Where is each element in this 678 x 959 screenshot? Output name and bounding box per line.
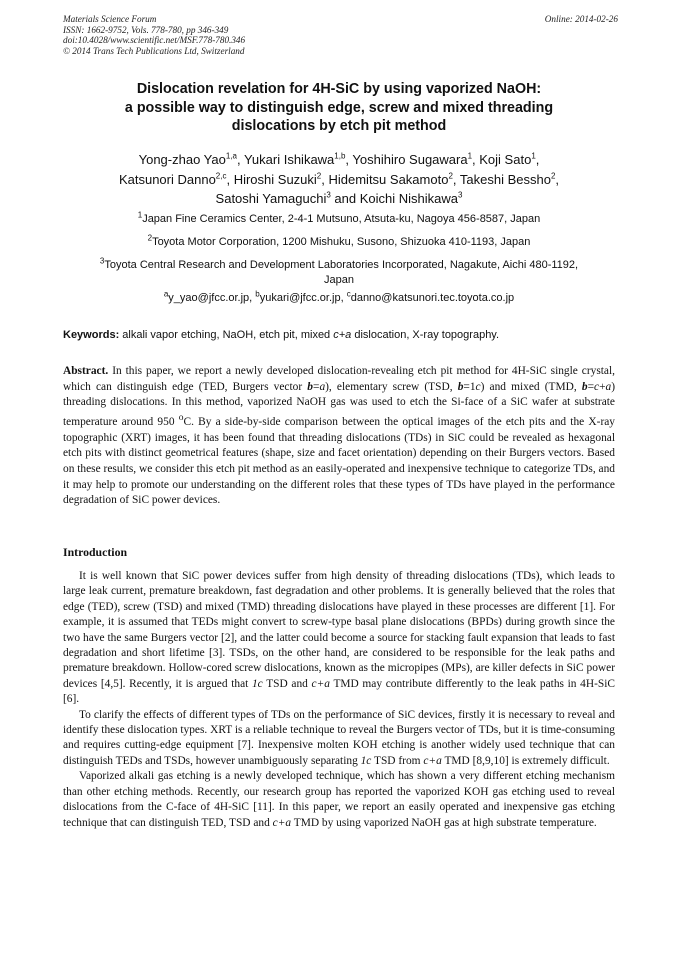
paragraph-text: Vaporized alkali gas etching is a newly developed technique, which has shown a very different etching mechanism than other etching methods. Recently, our research group has reported the vaporized KOH gas etching used to reveal dislocations from the C-face of 4H-SiC [11]. In this paper, we report an easily operated and inexpensive gas etching technique that can distinguish TED, TSD and bbox=[63, 770, 615, 829]
abstract-text: ) and mixed (TMD, bbox=[480, 380, 582, 393]
abstract-italic: c bbox=[594, 380, 600, 393]
affiliation-text: Toyota Motor Corporation, 1200 Mishuku, Susono, Shizuoka 410-1193, Japan bbox=[152, 236, 531, 248]
author-list bbox=[63, 150, 615, 209]
author-name: Yong-zhao Yao bbox=[138, 152, 226, 167]
author-affiliation-mark: 2 bbox=[448, 171, 453, 181]
paragraph bbox=[63, 708, 615, 770]
author-name: Hidemitsu Sakamoto bbox=[328, 171, 449, 187]
journal-header bbox=[63, 14, 618, 56]
email-mark: a bbox=[163, 289, 169, 299]
abstract-text: C. By a side-by-side comparison between the optical images of the etch pits and the X-ray topographic (XRT) images, it has been found that threading dislocations (TDs) in SiC could be revealed as hexagonal etch pits with distinct geometrical features (shape, size and facet orientation) depending on their Burgers vectors. Based on these results, we consider this etch pit method as an easily-operated and inexpensive technique to categorize TDs, and it may help to promote our understanding on the different roles that these types of TDs have played in the performance degradation of SiC power devices. bbox=[63, 415, 615, 507]
email-link[interactable]: yukari@jfcc.or.jp, bbox=[259, 292, 347, 304]
paragraph-italic: c+a bbox=[311, 677, 330, 690]
journal-issn: ISSN: 1662-9752, Vols. 778-780, pp 346-349 bbox=[63, 24, 229, 35]
paper-title bbox=[63, 80, 615, 136]
keywords bbox=[63, 328, 615, 342]
author-separator: , bbox=[555, 171, 560, 187]
paragraph-text: TSD from bbox=[371, 754, 424, 767]
abstract bbox=[63, 364, 615, 509]
abstract-italic: a bbox=[319, 380, 326, 393]
affiliation-3 bbox=[63, 258, 615, 287]
burgers-vector-symbol: b bbox=[307, 380, 313, 393]
email-link[interactable]: danno@katsunori.tec.toyota.co.jp bbox=[350, 292, 515, 304]
author-name: Katsunori Danno bbox=[118, 171, 216, 187]
author-affiliation-mark: 2 bbox=[316, 171, 322, 181]
author-separator: , bbox=[345, 152, 353, 167]
author-affiliation-mark: 3 bbox=[326, 190, 331, 200]
author-name: Takeshi Bessho bbox=[459, 171, 551, 187]
author-name: Satoshi Yamaguchi bbox=[215, 191, 327, 206]
author-line-2 bbox=[63, 170, 615, 190]
title-line-2: a possible way to distinguish edge, screw and mixed threading bbox=[124, 99, 554, 116]
author-separator: , bbox=[321, 171, 329, 187]
email-mark: b bbox=[255, 289, 260, 299]
author-affiliation-mark: 1,a bbox=[225, 151, 237, 161]
abstract-text: =1 bbox=[463, 380, 476, 393]
paragraph-italic: c+a bbox=[423, 754, 442, 767]
author-line-1 bbox=[63, 150, 615, 170]
paragraph bbox=[63, 569, 615, 708]
keywords-italic: c+a bbox=[333, 329, 352, 341]
title-line-3: dislocations by etch pit method bbox=[231, 118, 447, 134]
paragraph-italic: 1c bbox=[360, 754, 372, 767]
affiliation-3-line-1 bbox=[63, 258, 615, 273]
affiliation-number: 2 bbox=[147, 233, 153, 243]
author-name: Yoshihiro Sugawara bbox=[352, 152, 468, 167]
abstract-text: + bbox=[599, 380, 606, 393]
abstract-text: ), elementary screw (TSD, bbox=[325, 380, 458, 393]
title-line-1: Dislocation revelation for 4H-SiC by using vaporized NaOH: bbox=[136, 81, 542, 97]
paragraph-italic: 1c bbox=[251, 677, 263, 690]
author-name: Yukari Ishikawa bbox=[243, 152, 335, 167]
paragraph-italic: c+a bbox=[272, 816, 292, 829]
affiliation-number: 3 bbox=[99, 256, 105, 266]
affiliation-2 bbox=[63, 235, 615, 250]
burgers-vector-symbol: b bbox=[457, 380, 464, 393]
author-affiliation-mark: 2,c bbox=[215, 171, 227, 181]
abstract-label: Abstract. bbox=[63, 365, 109, 377]
degree-mark: o bbox=[178, 413, 184, 424]
abstract-text: = bbox=[587, 380, 594, 393]
journal-name: Materials Science Forum bbox=[63, 14, 157, 24]
affiliation-1 bbox=[63, 212, 615, 227]
keywords-label: Keywords: bbox=[63, 329, 120, 341]
author-emails bbox=[63, 291, 615, 305]
abstract-text: In this paper, we report a newly developed dislocation-revealing etch pit method for 4H-SiC single crystal, which can distinguish edge (TED, Burgers vector bbox=[63, 365, 615, 393]
abstract-text: = bbox=[313, 380, 320, 393]
affiliation-number: 1 bbox=[137, 210, 143, 220]
paragraph-text: TSD and bbox=[262, 677, 312, 690]
author-name: Koji Sato bbox=[479, 152, 532, 167]
affiliation-3-line-2: Japan bbox=[324, 273, 354, 286]
abstract-italic: c bbox=[475, 380, 481, 393]
online-date: Online: 2014-02-26 bbox=[544, 14, 618, 24]
author-affiliation-mark: 1,b bbox=[334, 151, 346, 161]
author-separator: , bbox=[236, 152, 244, 167]
paragraph-text: TMD by using vaporized NaOH gas at high substrate temperature. bbox=[291, 816, 597, 829]
author-separator: , bbox=[472, 152, 480, 167]
affiliation-text: Japan Fine Ceramics Center, 2-4-1 Mutsuno, Atsuta-ku, Nagoya 456-8587, Japan bbox=[142, 213, 541, 225]
journal-doi: doi:10.4028/www.scientific.net/MSF.778-780.346 bbox=[63, 35, 246, 46]
abstract-text: ) threading dislocations. In this method, vaporized NaOH gas was used to etch the Si-face of a SiC wafer at substrate temperature around 950 bbox=[63, 380, 615, 428]
paragraph-text: TMD [8,9,10] is extremely difficult. bbox=[441, 754, 610, 767]
paragraph bbox=[63, 769, 615, 831]
keywords-text: alkali vapor etching, NaOH, etch pit, mixed bbox=[119, 329, 334, 341]
email-mark: c bbox=[346, 289, 351, 299]
author-separator: , bbox=[452, 171, 460, 187]
introduction-body bbox=[63, 569, 615, 831]
author-separator: , bbox=[226, 171, 234, 187]
paragraph-text: TMD may contribute differently to the leak paths in 4H-SiC [6]. bbox=[63, 677, 615, 706]
email-link[interactable]: y_yao@jfcc.or.jp, bbox=[168, 292, 256, 304]
author-affiliation-mark: 1 bbox=[531, 151, 536, 161]
paragraph-text: To clarify the effects of different types of TDs on the performance of SiC devices, firstly it is necessary to reveal and identify these dislocation types. XRT is a reliable technique to reveal the Burgers vector of TDs, but it is time-consuming and requires cutting-edge equipment [7]. Inexpensive molten KOH etching is another widely used technique that can distinguish TEDs and TSDs, however unambiguously separating bbox=[63, 708, 615, 767]
author-name: Koichi Nishikawa bbox=[359, 191, 458, 206]
affiliation-text: Toyota Central Research and Development Laboratories Incorporated, Nagakute, Aichi 480-1192, bbox=[104, 259, 579, 271]
burgers-vector-symbol: b bbox=[581, 380, 588, 393]
author-affiliation-mark: 3 bbox=[458, 190, 463, 200]
abstract-italic: a bbox=[605, 380, 612, 393]
keywords-text: dislocation, X-ray topography. bbox=[351, 329, 500, 341]
section-heading-introduction: Introduction bbox=[63, 545, 128, 559]
author-separator: and bbox=[330, 191, 360, 206]
author-line-3 bbox=[63, 189, 615, 209]
author-name: Hiroshi Suzuki bbox=[233, 171, 317, 187]
author-separator: , bbox=[535, 152, 540, 167]
paragraph-text: It is well known that SiC power devices suffer from high density of threading dislocations (TDs), which leads to large leak current, premature breakdown, fast degradation and other problems. It is generally believed that the roles that edge (TED), screw (TSD) and mixed (TMD) threading dislocations have played in these processes are different [1]. For example, it is assumed that TEDs might convert to screw-type basal plane dislocations (BPDs) during growth since the two have the same Burgers vector [2], and the latter could become a source for stacking fault expansion that leads to fast degradation and short lifetime [3]. TSDs, on the other hand, are considered to be responsible for the leak paths and premature breakdown. Hollow-cored screw dislocations, known as the micropipes (MPs), are killer defects in SiC power devices [4,5]. Recently, it is argued that bbox=[63, 570, 615, 690]
journal-copyright: © 2014 Trans Tech Publications Ltd, Switzerland bbox=[63, 45, 245, 56]
author-affiliation-mark: 2 bbox=[550, 171, 556, 181]
author-affiliation-mark: 1 bbox=[467, 151, 473, 161]
